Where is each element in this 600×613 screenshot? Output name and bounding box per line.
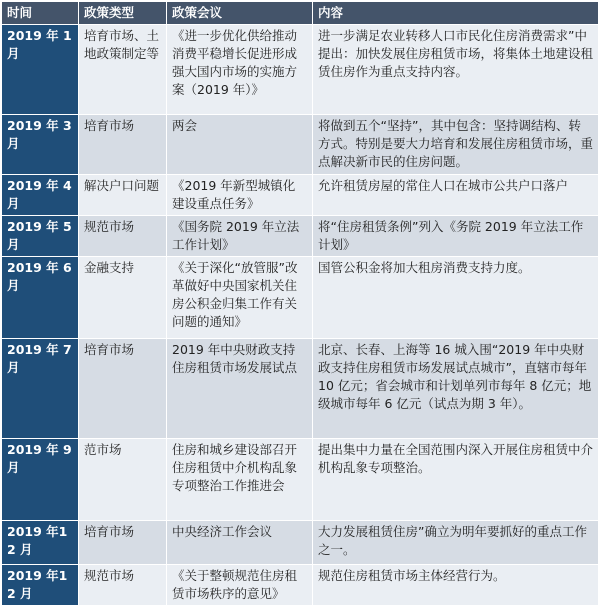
table-row [2,521,599,565]
table-row [2,339,599,439]
cell-time: 2019 年 9 月 [2,439,79,521]
cell-time: 2019 年12 月 [2,521,79,565]
table-row [2,439,599,521]
policy-table [1,1,599,606]
cell-time: 2019 年 3 月 [2,115,79,175]
cell-time: 2019 年 5 月 [2,216,79,257]
cell-time: 2019 年12 月 [2,565,79,606]
cell-policy-meeting: 《2019 年新型城镇化建设重点任务》 [167,175,313,216]
cell-policy-meeting: 《关于深化“放管服”改革做好中央国家机关住房公积金归集工作有关问题的通知》 [167,257,313,339]
cell-policy-meeting: 《国务院 2019 年立法工作计划》 [167,216,313,257]
cell-content: 将做到五个“坚持”，其中包含：坚持调结构、转方式。特别是要大力培育和发展住房租赁市场，重点解决新市民的住房问题。 [313,115,599,175]
cell-policy-meeting: 中央经济工作会议 [167,521,313,565]
cell-policy-type: 培育市场、土地政策制定等 [79,25,167,115]
cell-content: 大力发展租赁住房”确立为明年要抓好的重点工作之一。 [313,521,599,565]
table-row [2,175,599,216]
table-row [2,565,599,606]
cell-time: 2019 年 4 月 [2,175,79,216]
table-header-row [2,2,599,25]
cell-policy-meeting: 《进一步优化供给推动消费平稳增长促进形成强大国内市场的实施方案（2019 年）》 [167,25,313,115]
cell-content: 国管公积金将加大租房消费支持力度。 [313,257,599,339]
cell-content: 规范住房租赁市场主体经营行为。 [313,565,599,606]
cell-policy-type: 培育市场 [79,115,167,175]
cell-policy-meeting: 两会 [167,115,313,175]
cell-content: 将“住房租赁条例”列入《务院 2019 年立法工作计划》 [313,216,599,257]
cell-content: 提出集中力量在全国范围内深入开展住房租赁中介机构乱象专项整治。 [313,439,599,521]
cell-policy-type: 范市场 [79,439,167,521]
cell-content: 进一步满足农业转移人口市民化住房消费需求”中提出：加快发展住房租赁市场，将集体土地建设租赁住房作为重点支持内容。 [313,25,599,115]
cell-policy-type: 培育市场 [79,339,167,439]
header-policy-meeting: 政策会议 [167,2,313,25]
cell-time: 2019 年 7 月 [2,339,79,439]
cell-policy-meeting: 2019 年中央财政支持住房租赁市场发展试点 [167,339,313,439]
cell-policy-type: 规范市场 [79,565,167,606]
table-row [2,216,599,257]
cell-time: 2019 年 6 月 [2,257,79,339]
header-time: 时间 [2,2,79,25]
cell-policy-type: 培育市场 [79,521,167,565]
cell-policy-meeting: 住房和城乡建设部召开住房租赁中介机构乱象专项整治工作推进会 [167,439,313,521]
cell-policy-type: 解决户口问题 [79,175,167,216]
table-row [2,115,599,175]
cell-content: 允许租赁房屋的常住人口在城市公共户口落户 [313,175,599,216]
cell-time: 2019 年 1 月 [2,25,79,115]
header-policy-type: 政策类型 [79,2,167,25]
table-row [2,257,599,339]
cell-policy-type: 规范市场 [79,216,167,257]
cell-policy-type: 金融支持 [79,257,167,339]
cell-policy-meeting: 《关于整顿规范住房租赁市场秩序的意见》 [167,565,313,606]
header-content: 内容 [313,2,599,25]
cell-content: 北京、长春、上海等 16 城入围“2019 年中央财政支持住房租赁市场发展试点城市”，直辖市每年 10 亿元；省会城市和计划单列市每年 8 亿元；地级城市每年 6 亿元（试点为期 3 年）。 [313,339,599,439]
table-row [2,25,599,115]
